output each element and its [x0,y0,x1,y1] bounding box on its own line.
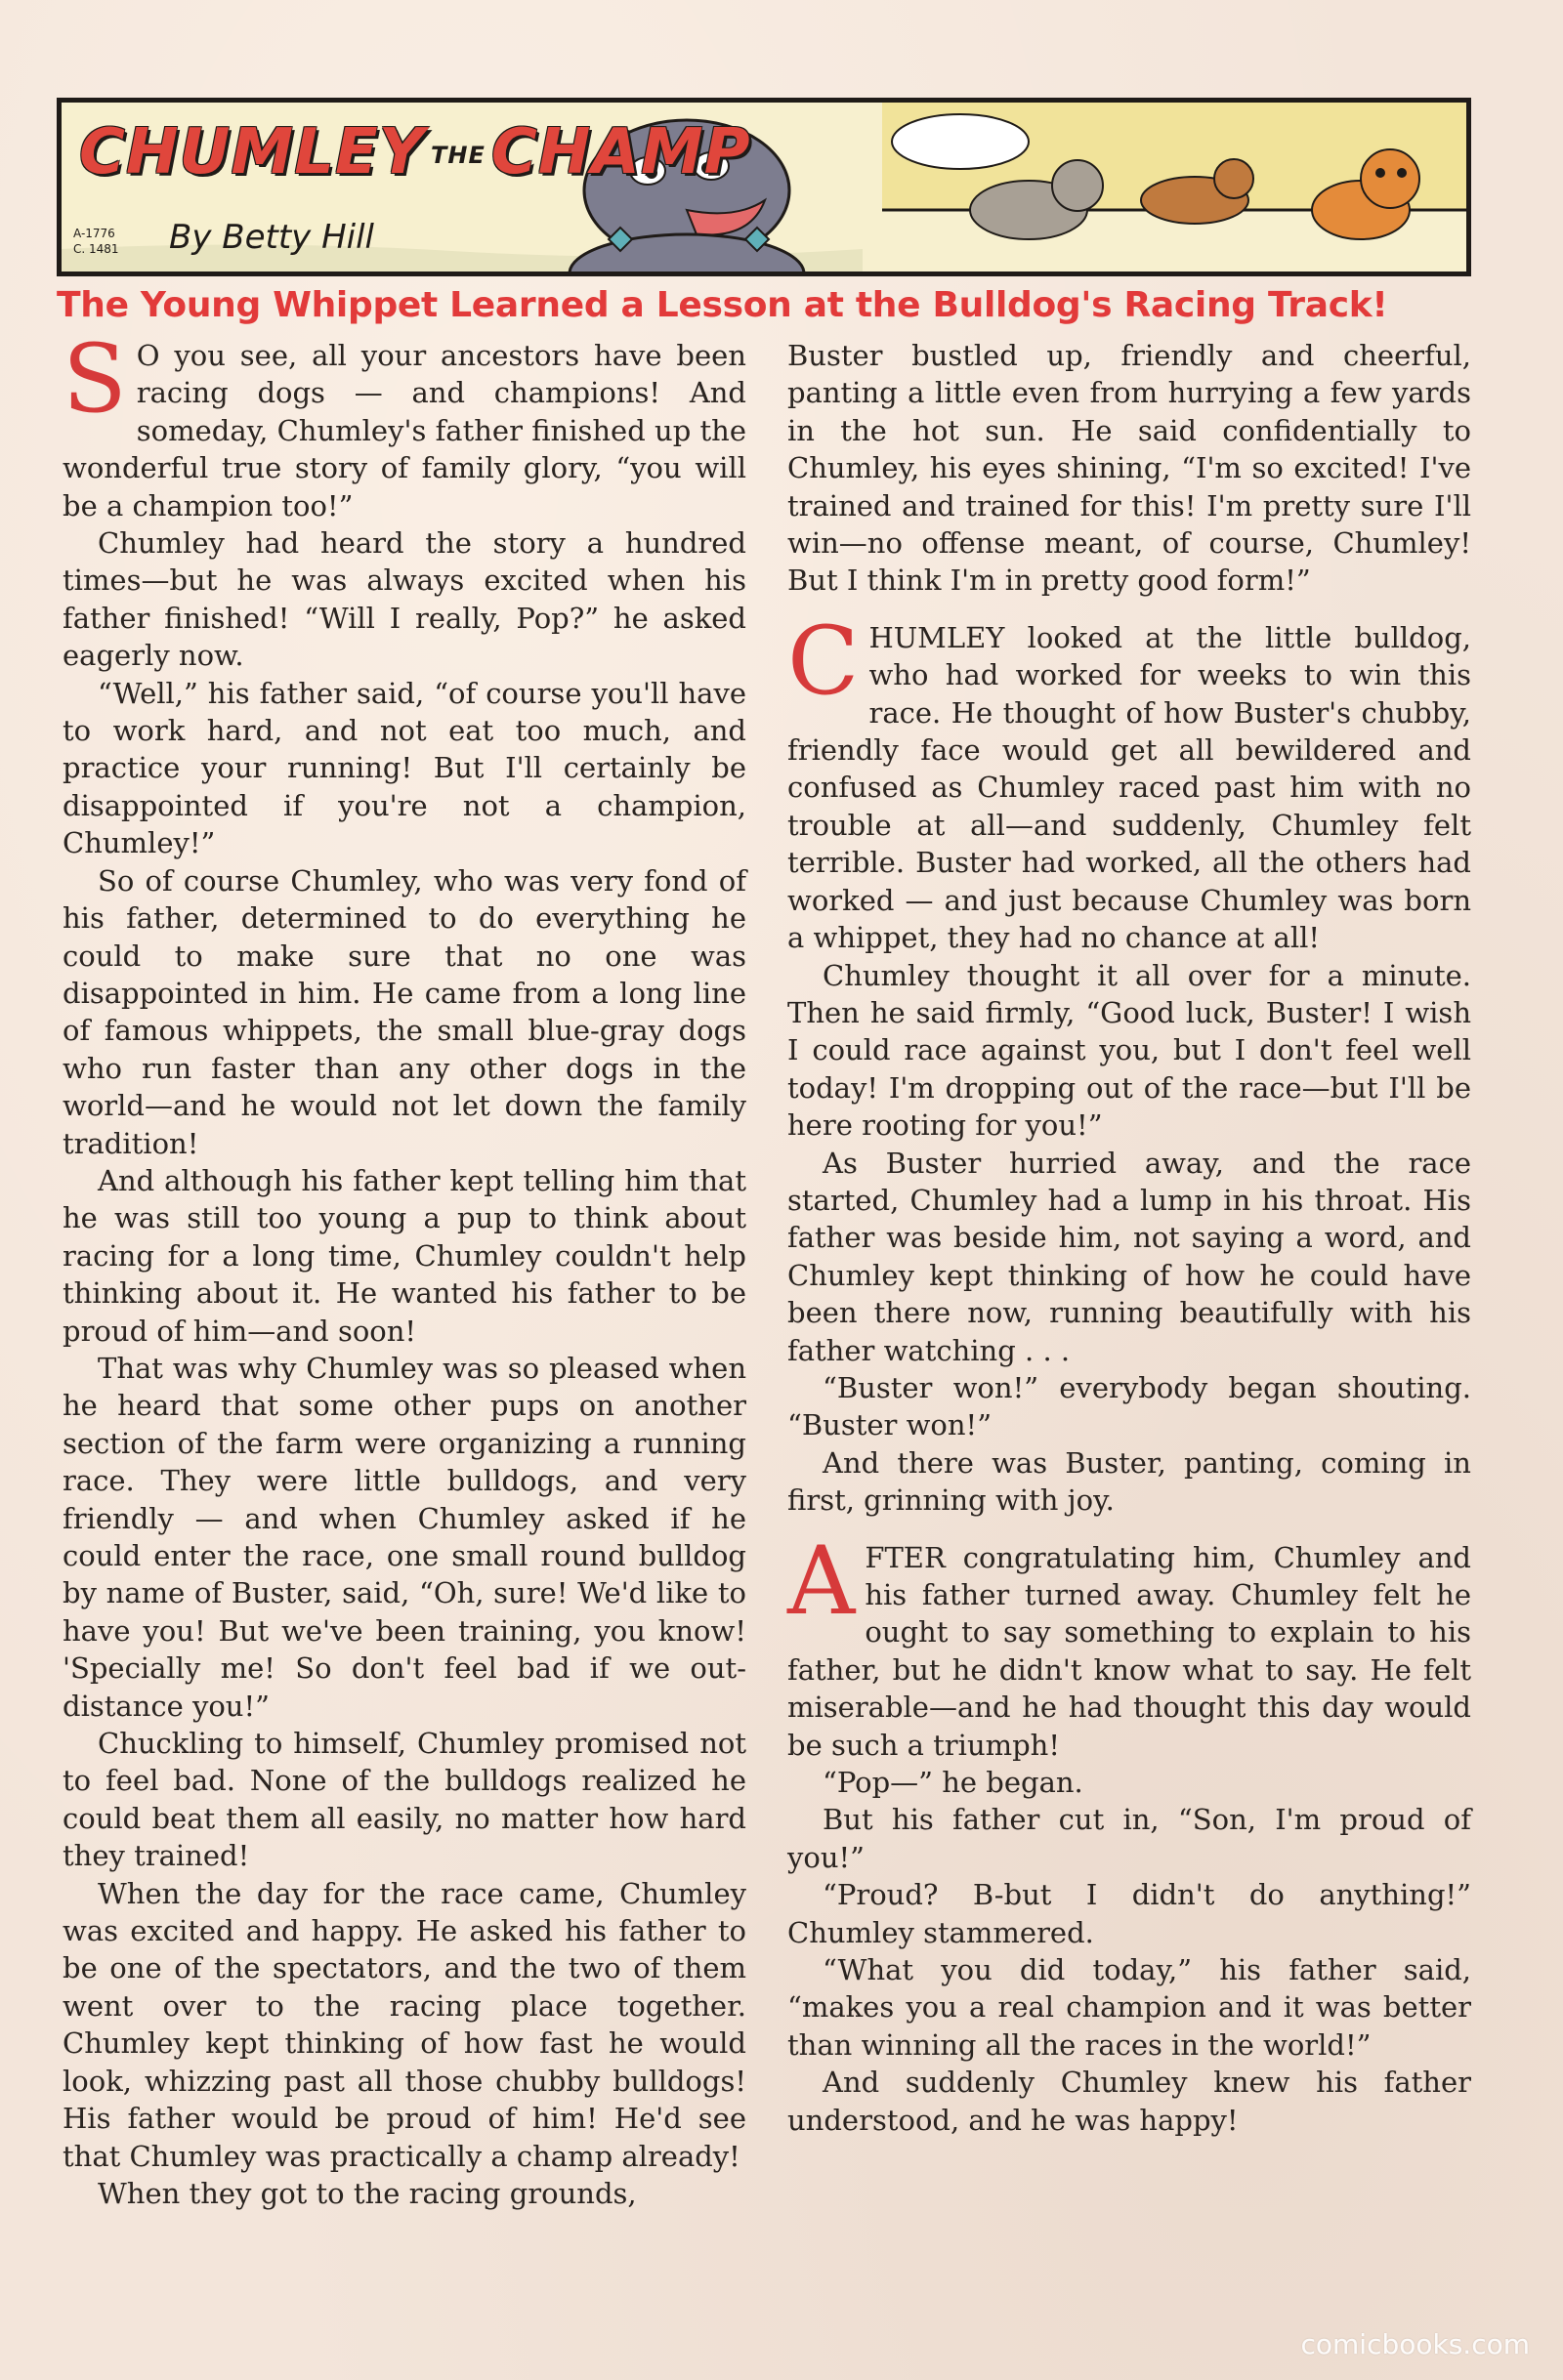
paragraph: “Well,” his father said, “of course you'll have to work hard, and not eat too much, and practice your running! But I'll certainly be disappointed if you're not a champion, Chumley!” [63,676,746,860]
paragraph: So of course Chumley, who was very fond of his father, determined to do everything he could to make sure that no one was disappointed in him. He came from a long line of famous whippets, the small blue-gray dogs who run faster than any other dogs in the world—and he would not let down the family tradition! [63,863,746,1160]
banner-code: A-1776 C. 1481 [73,227,119,256]
paragraph: When they got to the racing grounds, [98,2176,637,2210]
left-column [63,324,746,2212]
paragraph: “What you did today,” his father said, “makes you a real champion and it was better than winning all the races in the world!” [787,1953,1471,2062]
banner-title: CHUMLEY THECHAMP [79,116,751,188]
paragraph: Chumley thought it all over for a minute. Then he said firmly, “Good luck, Buster! I wish I could race against you, but I don't feel well today! I'm dropping out of the race—but I'll be here rooting for you!” [787,958,1471,1143]
dropcap: A [787,1525,856,1636]
paragraph: Chumley had heard the story a hundred times—but he was always excited when his father finished! “Will I really, Pop?” he asked eagerly now. [63,526,746,673]
paragraph: Chuckling to himself, Chumley promised not to feel bad. None of the bulldogs realized he could beat them all easily, no matter how hard they trained! [63,1727,746,1873]
right-column [787,337,1471,2139]
paragraph: AFTER congratulating him, Chumley and his father turned away. Chumley felt he ought to say something to explain to his father, but he didn't know what to say. He felt miserable—and he had thought this day would be such a triumph! [787,1525,1471,1762]
paragraph: And there was Buster, panting, coming in first, grinning with joy. [787,1445,1471,1518]
paragraph: S O you see, all your ancestors have been racing dogs — and champions! And someday, Chumley's father finished up the wonderful true story of family glory, “you will be a champion too!” [63,324,746,522]
dropcap: S [63,324,127,434]
paragraph: And suddenly Chumley knew his father understood, and he was happy! [787,2066,1471,2137]
paragraph: “Proud? B-but I didn't do anything!” Chumley stammered. [787,1878,1471,1949]
paragraph: That was why Chumley was so pleased when he heard that some other pups on another section of the farm were organizing a running race. They were little bulldogs, and very friendly — and when Chumley asked if he could enter the race, one small round bulldog by name of Buster, said, “Oh, sure! We'd like to have you! But we've been training, you know! 'Specially me! So don't feel bad if we out-distance you!” [63,1351,746,1723]
paragraph: And although his father kept telling him that he was still too young a pup to think about racing for a long time, Chumley couldn't help thinking about it. He wanted his father to be proud of him—and soon! [63,1163,746,1348]
paragraph: When the day for the race came, Chumley was excited and happy. He asked his father to be one of the spectators, and the two of them went over to the racing place together. Chumley kept thinking of how fast he would look, whizzing past all those chubby bulldogs! His father would be proud of him! He'd see that Chumley was practically a champ already! [63,1876,746,2173]
dropcap: C [787,605,860,716]
paragraph: Buster bustled up, friendly and cheerful, panting a little even from hurrying a few yards in the hot sun. He said confidentially to Chumley, his eyes shining, “I'm so excited! I've trained and trained for this! I'm pretty sure I'll win—no offense meant, of course, Chumley! But I think I'm in pretty good form!” [787,339,1471,598]
story-headline: The Young Whippet Learned a Lesson at the Bulldog's Racing Track! [57,285,1388,325]
paragraph: “Pop—” he began. [823,1766,1083,1800]
watermark: comicbooks.com [1300,2328,1530,2360]
title-banner [57,98,1471,276]
paragraph: CHUMLEY looked at the little bulldog, who had worked for weeks to win this race. He thought of how Buster's chubby, friendly face would get all bewildered and confused as Chumley raced past him with no trouble at all—and suddenly, Chumley felt terrible. Buster had worked, all the others had worked — and just because Chumley was born a whippet, they had no chance at all! [787,605,1471,955]
byline: By Betty Hill [169,218,374,257]
paragraph: As Buster hurried away, and the race started, Chumley had a lump in his throat. His father was beside him, not saying a word, and Chumley kept thinking of how he could have been there now, running beautifully with his father watching . . . [787,1146,1471,1367]
paragraph: But his father cut in, “Son, I'm proud of you!” [787,1803,1471,1874]
paragraph: “Buster won!” everybody began shouting. “Buster won!” [787,1370,1471,1442]
